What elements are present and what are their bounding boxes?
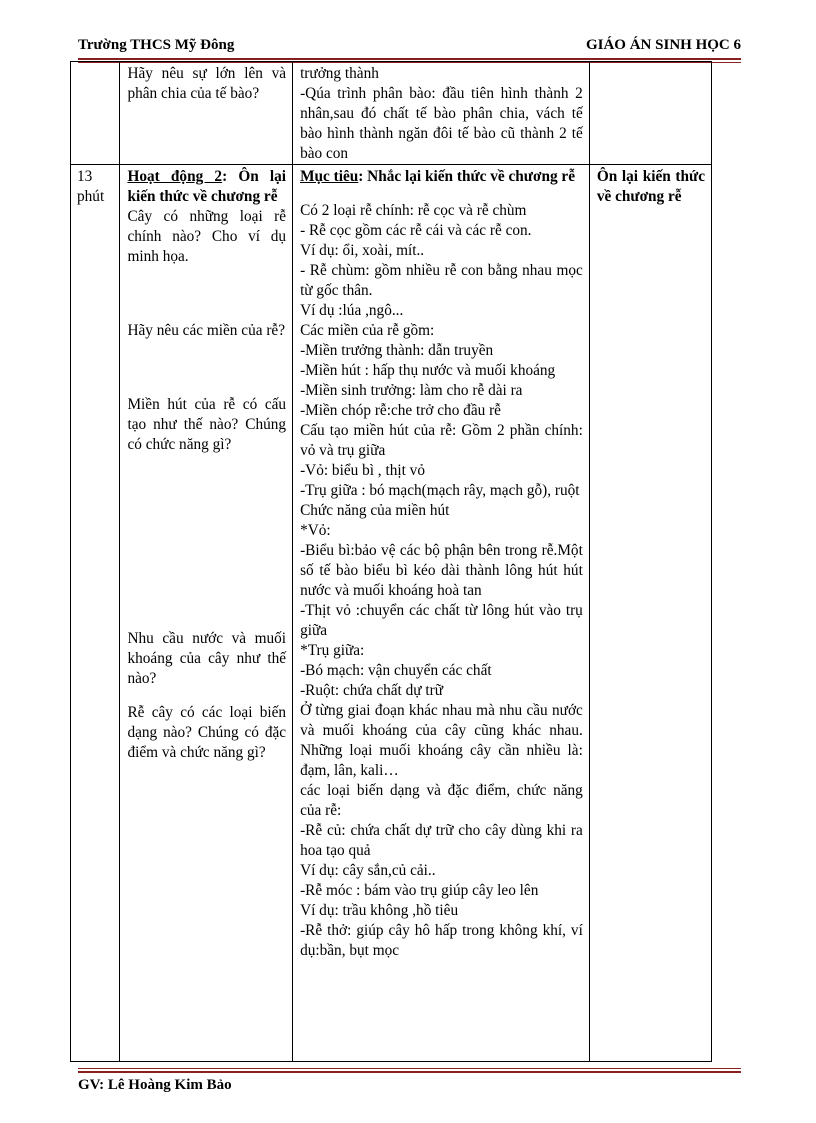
subject-title: GIÁO ÁN SINH HỌC 6 [585,37,741,53]
note-cell [589,62,711,165]
time-cell [71,165,120,1062]
answer-cell [293,165,590,1062]
answer-line: trưởng thành [300,65,379,82]
question-text: Hãy nêu sự lớn lên và phân chia của tế bào? [127,65,287,102]
activity-label: Hoạt động 2 [127,168,223,185]
table-row [71,62,712,165]
objective-label: Mục tiêu [300,168,359,185]
teacher-name: GV: Lê Hoàng Kim Bảo [78,1077,232,1093]
objective-title [300,167,583,187]
answer-line: Cấu tạo miền hút của rễ: Gồm 2 phần chính: vỏ và trụ giữa [300,422,583,459]
footer-rule-thin [78,1068,741,1069]
answer-line: các loại biến dạng và đặc điểm, chức năng của rễ: [300,782,583,819]
answer-line: -Bó mạch: vận chuyển các chất [300,662,492,679]
time-value: 13 phút [77,168,105,205]
answer-line: Chức năng của miền hút [300,502,450,519]
answer-line: -Vỏ: biểu bì , thịt vỏ [300,462,425,479]
answer-line: -Miền chóp rễ:che trở cho đầu rễ [300,402,501,419]
answer-line: Ví dụ :lúa ,ngô... [300,302,404,319]
answer-line: Có 2 loại rễ chính: rễ cọc và rễ chùm [300,202,527,219]
question-text: Nhu cầu nước và muối khoáng của cây như thế nào? [127,630,287,687]
answer-line: -Miền trưởng thành: dẫn truyền [300,342,494,359]
answer-line: *Trụ giữa: [300,642,365,659]
answer-line: Ví dụ: cây sắn,củ cải.. [300,862,436,879]
answer-line: -Miền sinh trưởng: làm cho rễ dài ra [300,382,523,399]
answer-line: -Rễ củ: chứa chất dự trữ cho cây dùng khi ra hoa tạo quả [300,822,583,859]
answer-line: -Ruột: chứa chất dự trữ [300,682,444,699]
question-text: Hãy nêu các miền của rễ? [127,322,286,339]
answer-line: -Biểu bì:bảo vệ các bộ phận bên trong rễ.Một số tế bào biểu bì kéo dài thành lông hút hút nước và muối khoáng hoà tan [300,542,583,599]
page-header [78,37,741,57]
answer-line: -Miền hút : hấp thụ nước và muối khoáng [300,362,556,379]
lesson-table [70,61,712,1062]
note-cell [589,165,711,1062]
question-text: Rễ cây có các loại biến dạng nào? Chúng có đặc điểm và chức năng gì? [127,704,287,761]
table-row [71,165,712,1062]
answer-line: -Qúa trình phân bào: đầu tiên hình thành 2 nhân,sau đó chất tế bào phân chia, vách tế bào hình thành ngăn đôi tế bào cũ thành 2 tế bào con [300,85,583,162]
answer-line: *Vỏ: [300,522,331,539]
question-text: Miền hút của rễ có cấu tạo như thế nào? Chúng có chức năng gì? [127,396,287,453]
answer-line: Các miền của rễ gồm: [300,322,435,339]
note-text: Ôn lại kiến thức về chương rễ [596,168,705,205]
time-cell [71,62,120,165]
answer-line: - Rễ chùm: gồm nhiều rễ con bằng nhau mọc từ gốc thân. [300,262,583,299]
header-rule [78,58,741,60]
activity-title [127,167,286,207]
teacher-question-cell [120,62,293,165]
answer-line: -Rễ thở: giúp cây hô hấp trong không khí, ví dụ:bần, bụt mọc [300,922,583,959]
answer-line: Ở từng giai đoạn khác nhau mà nhu cầu nước và muối khoáng của cây cũng khác nhau. Những loại muối khoáng cây cần nhiều là: đạm, lân, kali… [300,702,583,779]
answer-cell [293,62,590,165]
teacher-question-cell [120,165,293,1062]
footer-rule [78,1071,741,1073]
answer-line: Ví dụ: trầu không ,hồ tiêu [300,902,459,919]
answer-line: -Trụ giữa : bó mạch(mạch rây, mạch gỗ), ruột [300,482,580,499]
question-text: Cây có những loại rễ chính nào? Cho ví dụ minh họa. [127,208,287,265]
activity-rest: : Ôn lại kiến thức về chương rễ [127,168,287,205]
objective-rest: : Nhắc lại kiến thức về chương rễ [358,168,576,185]
answer-line: - Rễ cọc gồm các rễ cái và các rễ con. [300,222,532,239]
school-name: Trường THCS Mỹ Đông [78,37,235,53]
answer-line: Ví dụ: ổi, xoài, mít.. [300,242,425,259]
answer-line: -Thịt vỏ :chuyển các chất từ lông hút vào trụ giữa [300,602,583,639]
answer-line: -Rễ móc : bám vào trụ giúp cây leo lên [300,882,539,899]
